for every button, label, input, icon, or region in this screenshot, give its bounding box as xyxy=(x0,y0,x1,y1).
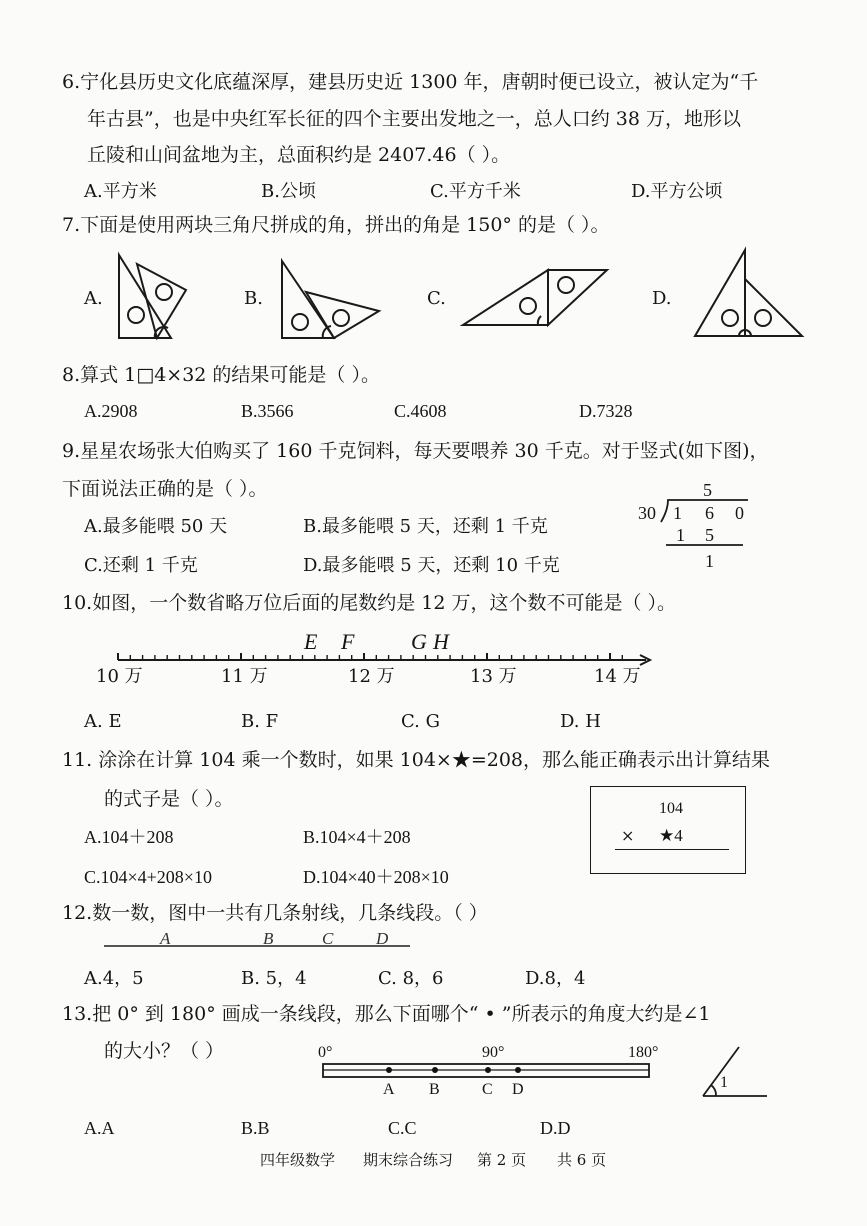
q8-option-c: C.4608 xyxy=(394,401,447,421)
q12-option-d: D.8，4 xyxy=(525,968,586,989)
division-dividend-digit: 6 xyxy=(705,503,714,523)
division-divisor: 30 xyxy=(638,503,656,523)
number-line-point-f: F xyxy=(341,629,355,654)
q7-label-b: B. xyxy=(244,288,263,309)
division-product-digit: 1 xyxy=(676,525,685,545)
q9-option-b: B.最多能喂 5 天，还剩 1 千克 xyxy=(303,516,548,537)
q9-line-1: 9.星星农场张大伯购买了 160 千克饲料，每天要喂养 30 千克。对于竖式(如下图)， xyxy=(62,440,769,462)
number-line-label: 14 万 xyxy=(594,666,641,687)
q13-option-a: A.A xyxy=(84,1118,115,1138)
footer-exam: 期末综合练习 xyxy=(363,1151,454,1169)
angle-scale-label: 180° xyxy=(628,1044,659,1061)
q13-line-2: 的大小？（ ） xyxy=(104,1040,225,1062)
q9-line-2: 下面说法正确的是（ ）。 xyxy=(62,478,268,500)
scale-dot-c xyxy=(485,1067,491,1073)
q8-option-a: A.2908 xyxy=(84,401,138,421)
q6-option-c: C.平方千米 xyxy=(430,181,521,202)
q6-line-3: 丘陵和山间盆地为主，总面积约是 2407.46（ ）。 xyxy=(87,144,511,166)
q9-option-a: A.最多能喂 50 天 xyxy=(84,516,228,537)
angle-scale-label: 0° xyxy=(318,1044,333,1061)
q8-option-d: D.7328 xyxy=(579,401,633,421)
q6-line-2: 年古县”，也是中央红军长征的四个主要出发地之一，总人口约 38 万，地形以 xyxy=(87,108,741,130)
line-point-b: B xyxy=(263,929,274,948)
scale-dot-d xyxy=(515,1067,521,1073)
division-remainder: 1 xyxy=(705,551,714,571)
q6-line-1: 6.宁化县历史文化底蕴深厚，建县历史近 1300 年，唐朝时便已设立，被认定为“千 xyxy=(62,71,759,93)
number-line-label: 12 万 xyxy=(348,666,395,687)
q11-option-a: A.104＋208 xyxy=(84,827,174,847)
scale-label-b: B xyxy=(429,1081,440,1098)
scale-label-c: C xyxy=(482,1081,493,1098)
q10-stem: 10.如图，一个数省略万位后面的尾数约是 12 万，这个数不可能是（ ）。 xyxy=(62,592,677,614)
footer-total: 共 6 页 xyxy=(557,1151,607,1169)
number-line-point-g: G xyxy=(411,629,427,654)
scale-dot-a xyxy=(386,1067,392,1073)
box-times-sign: × xyxy=(621,826,635,845)
q12-option-b: B. 5，4 xyxy=(241,968,307,989)
q7-label-d: D. xyxy=(652,288,672,309)
q7-label-c: C. xyxy=(427,288,446,309)
division-product-digit: 5 xyxy=(705,525,714,545)
number-line-label: 13 万 xyxy=(470,666,517,687)
scale-label-d: D xyxy=(512,1081,524,1098)
q6-option-a: A.平方米 xyxy=(84,181,157,202)
q10-option-d: D. H xyxy=(560,711,601,732)
scale-label-a: A xyxy=(383,1081,395,1098)
angle-1-figure xyxy=(703,1047,767,1096)
q11-line-2: 的式子是（ ）。 xyxy=(104,788,234,810)
q11-option-d: D.104×40＋208×10 xyxy=(303,867,449,887)
q10-option-c: C. G xyxy=(401,711,440,732)
box-multiplicand: 104 xyxy=(659,800,683,817)
number-line-label: 10 万 xyxy=(96,666,143,687)
line-point-a: A xyxy=(160,929,171,948)
q12-option-a: A.4，5 xyxy=(84,968,144,989)
q11-line-1: 11. 涂涂在计算 104 乘一个数时，如果 104×★=208，那么能正确表示出计算结果 xyxy=(62,749,771,771)
q13-option-d: D.D xyxy=(540,1118,571,1138)
footer-page: 第 2 页 xyxy=(477,1151,527,1169)
line-point-d: D xyxy=(376,929,389,948)
q7-label-a: A. xyxy=(84,288,103,309)
angle-scale-label: 90° xyxy=(482,1044,505,1061)
q6-option-b: B.公顷 xyxy=(261,181,316,202)
q13-option-b: B.B xyxy=(241,1118,270,1138)
q12-stem: 12.数一数，图中一共有几条射线，几条线段。（ ） xyxy=(62,902,488,924)
number-line-point-h: H xyxy=(433,629,449,654)
angle-1-label: 1 xyxy=(720,1074,728,1091)
footer-subject: 四年级数学 xyxy=(260,1151,336,1169)
q12-option-c: C. 8，6 xyxy=(378,968,444,989)
line-point-c: C xyxy=(322,929,334,948)
q9-option-c: C.还剩 1 千克 xyxy=(84,555,198,576)
q11-option-b: B.104×4＋208 xyxy=(303,827,411,847)
scale-dot-b xyxy=(432,1067,438,1073)
division-dividend-digit: 1 xyxy=(673,503,682,523)
q8-stem: 8.算式 1□4×32 的结果可能是（ ）。 xyxy=(62,364,380,386)
q10-option-a: A. E xyxy=(84,711,122,732)
number-line-point-e: E xyxy=(304,629,318,654)
division-quotient: 5 xyxy=(703,480,712,500)
q13-option-c: C.C xyxy=(388,1118,417,1138)
q9-option-d: D.最多能喂 5 天，还剩 10 千克 xyxy=(303,555,560,576)
q6-option-d: D.平方公顷 xyxy=(631,181,723,202)
q11-option-c: C.104×4+208×10 xyxy=(84,867,212,887)
q13-line-1: 13.把 0° 到 180° 画成一条线段，那么下面哪个“ • ”所表示的角度大约是∠1 xyxy=(62,1003,711,1025)
box-multiplier: ★4 xyxy=(659,826,683,845)
q7-stem: 7.下面是使用两块三角尺拼成的角，拼出的角是 150° 的是（ ）。 xyxy=(62,214,610,236)
division-dividend-digit: 0 xyxy=(735,503,744,523)
number-line-label: 11 万 xyxy=(221,666,268,687)
q8-option-b: B.3566 xyxy=(241,401,294,421)
q10-option-b: B. F xyxy=(241,711,279,732)
